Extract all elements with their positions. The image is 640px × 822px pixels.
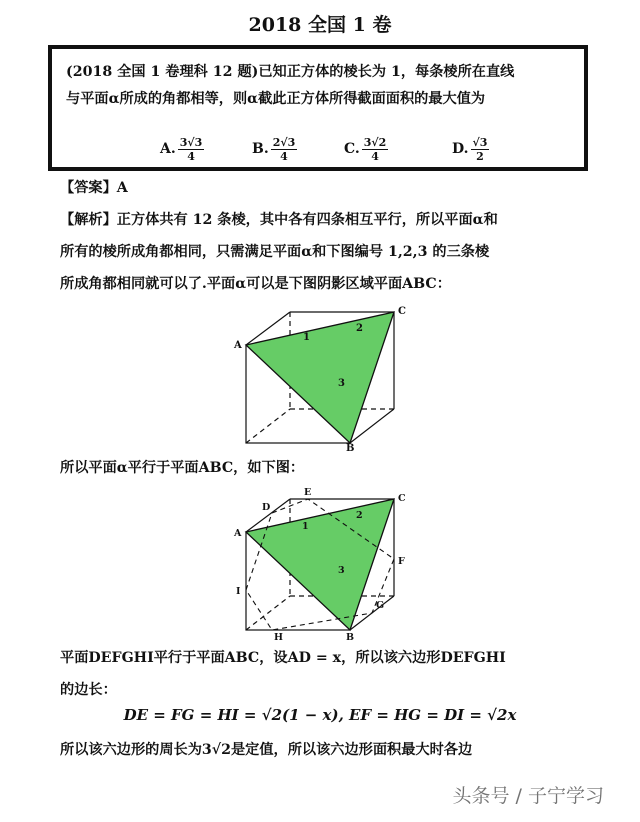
section-triangle-abc xyxy=(246,312,394,443)
cube-figure-2 xyxy=(228,484,408,644)
question-line-2: 与平面α所成的角都相等，则α截此正方体所得截面面积的最大值为 xyxy=(66,91,486,107)
label-edge-3: 3 xyxy=(338,565,345,576)
page-title: 2018 全国 1 卷 xyxy=(248,14,392,36)
label-edge-1: 1 xyxy=(302,521,309,532)
analysis-line-2: 所有的棱所成角都相同，只需满足平面α和下图编号 1,2,3 的三条棱 xyxy=(60,244,490,260)
option-b: B. $\frac{2√3}{4}$ xyxy=(252,135,296,163)
question-box xyxy=(48,45,588,171)
mid-text: 所以平面α平行于平面ABC，如下图： xyxy=(60,460,305,476)
label-edge-1: 1 xyxy=(303,332,310,343)
label-edge-3: 3 xyxy=(338,378,345,389)
section-triangle-abc xyxy=(246,499,394,630)
analysis-line-3: 所成角都相同就可以了.平面α可以是下图阴影区域平面ABC： xyxy=(60,276,451,292)
label-i: I xyxy=(236,586,241,597)
last-line: 所以该六边形的周长为3√2是定值，所以该六边形面积最大时各边 xyxy=(60,742,473,758)
label-edge-2: 2 xyxy=(356,323,363,334)
label-a: A xyxy=(234,340,242,351)
label-edge-2: 2 xyxy=(356,510,363,521)
option-c: C. $\frac{3√2}{4}$ xyxy=(344,135,387,163)
option-d: D. $\frac{√3}{2}$ xyxy=(452,135,488,163)
para2-line-2: 的边长： xyxy=(60,682,117,698)
label-c: C xyxy=(398,306,406,317)
analysis-line-1: 【解析】正方体共有 12 条棱，其中各有四条相互平行，所以平面α和 xyxy=(60,212,498,228)
label-g: G xyxy=(376,600,385,611)
label-b: B xyxy=(346,632,355,643)
question-line-1: (2018 全国 1 卷理科 12 题)已知正方体的棱长为 1，每条棱所在直线 xyxy=(66,64,515,80)
answer-line: 【答案】A xyxy=(60,180,128,196)
cube-figure-1 xyxy=(228,298,408,454)
options-row xyxy=(160,131,580,167)
para2-line-1: 平面DEFGHI平行于平面ABC，设AD = x，所以该六边形DEFGHI xyxy=(60,650,506,666)
label-e: E xyxy=(304,487,312,498)
label-b: B xyxy=(346,443,355,454)
label-a: A xyxy=(234,528,242,539)
label-d: D xyxy=(262,502,271,513)
label-c: C xyxy=(398,493,406,504)
label-h: H xyxy=(274,632,283,643)
edge-length-formula: DE = FG = HI = √2(1 − x), EF = HG = DI = √2x xyxy=(123,706,517,724)
watermark: 头条号 / 子宁学习 xyxy=(452,785,604,807)
option-a: A. $\frac{3√3}{4}$ xyxy=(160,135,203,163)
label-f: F xyxy=(398,556,405,567)
